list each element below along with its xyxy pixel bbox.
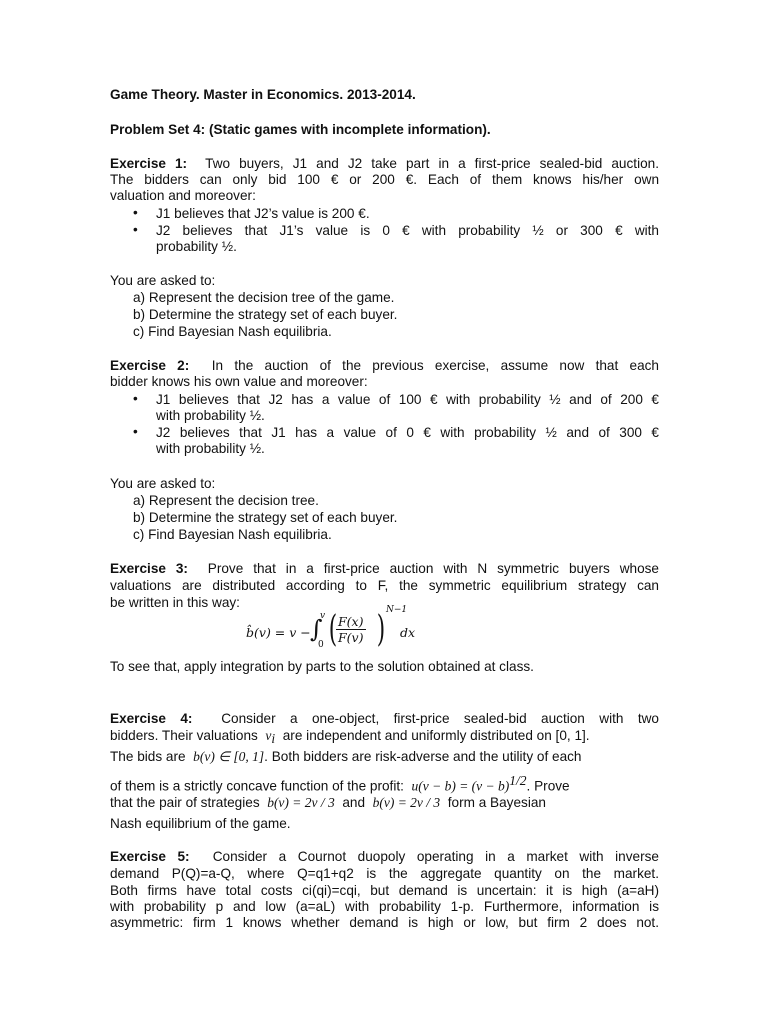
strategy-1-math: b(v) = 2v / 3 <box>267 795 335 810</box>
ex2-asked: You are asked to: <box>110 476 216 491</box>
formula-dx: dx <box>400 625 416 640</box>
ex4-line4: of them is a strictly concave function of the profit: $u(v - b) = (v - b)^{1/2}$. Prove <box>110 773 570 794</box>
formula-den: F(v) <box>338 630 364 645</box>
ex1-bullet2-l2: probability ½. <box>156 239 237 254</box>
integral-sign: ∫ <box>310 615 323 643</box>
bullet-icon: • <box>133 222 138 237</box>
ex4-line5: that the pair of strategies b(v) = 2v / 3 and b(v) = 2v / 3 form a Bayesian <box>110 795 546 810</box>
document-title: Game Theory. Master in Economics. 2013-2014. <box>110 87 416 102</box>
ex2-item-a: a) Represent the decision tree. <box>133 493 319 508</box>
ex4-line1: Exercise 4: Consider a one-object, first-price sealed-bid auction with two <box>110 711 659 726</box>
utility-math: u(v − b) = (v − b) <box>411 778 510 794</box>
ex2-item-b: b) Determine the strategy set of each buyer. <box>133 510 398 525</box>
formula-exp: N−1 <box>386 605 408 615</box>
bid-set-math: b(v) ∈ [0, 1] <box>193 749 265 764</box>
ex4-line6: Nash equilibrium of the game. <box>110 816 291 831</box>
ex1-asked: You are asked to: <box>110 273 216 288</box>
ex5-line5: asymmetric: firm 1 knows whether demand is high or low, but firm 2 does not. <box>110 915 659 930</box>
bullet-icon: • <box>133 205 138 220</box>
ex1-line1: Exercise 1: Two buyers, J1 and J2 take part in a first-price sealed-bid auction. <box>110 156 659 171</box>
ex5-line2: demand P(Q)=a-Q, where Q=q1+q2 is the aggregate quantity on the market. <box>110 866 659 881</box>
ex5-line4: with probability p and low (a=aL) with probability 1-p. Furthermore, information is <box>110 899 659 914</box>
ex1-item-c: c) Find Bayesian Nash equilibria. <box>133 324 332 339</box>
ex3-label: Exercise 3: <box>110 561 188 576</box>
ex1-item-b: b) Determine the strategy set of each buyer. <box>133 307 398 322</box>
ex1-label: Exercise 1: <box>110 156 188 171</box>
ex5-line1: Exercise 5: Consider a Cournot duopoly operating in a market with inverse <box>110 849 659 864</box>
formula-lhs: b̂(v) = v − <box>246 625 311 640</box>
ex4-line2: bidders. Their valuations $v_i$ are independent and uniformly distributed on [0, 1]. <box>110 728 590 746</box>
bullet-icon: • <box>133 391 138 406</box>
formula-int-lower: 0 <box>318 640 324 650</box>
right-paren: ) <box>376 609 386 650</box>
ex3-line3: be written in this way: <box>110 595 240 610</box>
ex2-bullet2-l2: with probability ½. <box>156 441 265 456</box>
ex2-item-c: c) Find Bayesian Nash equilibria. <box>133 527 332 542</box>
ex1-bullet1: J1 believes that J2’s value is 200 €. <box>156 206 370 221</box>
ex3-line4: To see that, apply integration by parts to the solution obtained at class. <box>110 659 534 674</box>
ex5-line3: Both firms have total costs ci(qi)=cqi, but demand is uncertain: it is high (a=aH) <box>110 883 659 898</box>
formula-int-upper: v <box>320 611 326 621</box>
ex5-label: Exercise 5: <box>110 849 190 864</box>
ex2-bullet2-l1: J2 believes that J1 has a value of 0 € with probability ½ and of 300 € <box>156 425 659 440</box>
ex1-bullet2-l1: J2 believes that J1’s value is 0 € with probability ½ or 300 € with <box>156 223 659 238</box>
ex2-bullet1-l2: with probability ½. <box>156 408 265 423</box>
bullet-icon: • <box>133 424 138 439</box>
ex2-line2: bidder knows his own value and moreover: <box>110 374 368 389</box>
problem-set-title: Problem Set 4: (Static games with incomplete information). <box>110 122 491 137</box>
left-paren: ( <box>328 609 338 650</box>
ex4-label: Exercise 4: <box>110 711 193 726</box>
ex3-line1: Exercise 3: Prove that in a first-price auction with N symmetric buyers whose <box>110 561 659 576</box>
formula-num: F(x) <box>336 614 366 630</box>
formula-fraction <box>336 614 366 645</box>
ex2-label: Exercise 2: <box>110 358 190 373</box>
ex4-line3: The bids are b(v) ∈ [0, 1]. Both bidders are risk-adverse and the utility of each <box>110 749 582 764</box>
ex2-line1: Exercise 2: In the auction of the previous exercise, assume now that each <box>110 358 659 373</box>
ex2-bullet1-l1: J1 believes that J2 has a value of 100 € with probability ½ and of 200 € <box>156 392 659 407</box>
strategy-2-math: b(v) = 2v / 3 <box>372 795 441 810</box>
ex1-line2: The bidders can only bid 100 € or 200 €. Each of them knows his/her own <box>110 172 659 187</box>
ex1-line3: valuation and moreover: <box>110 188 256 203</box>
ex3-line2: valuations are distributed according to F, the symmetric equilibrium strategy can <box>110 578 659 593</box>
ex1-item-a: a) Represent the decision tree of the game. <box>133 290 395 305</box>
